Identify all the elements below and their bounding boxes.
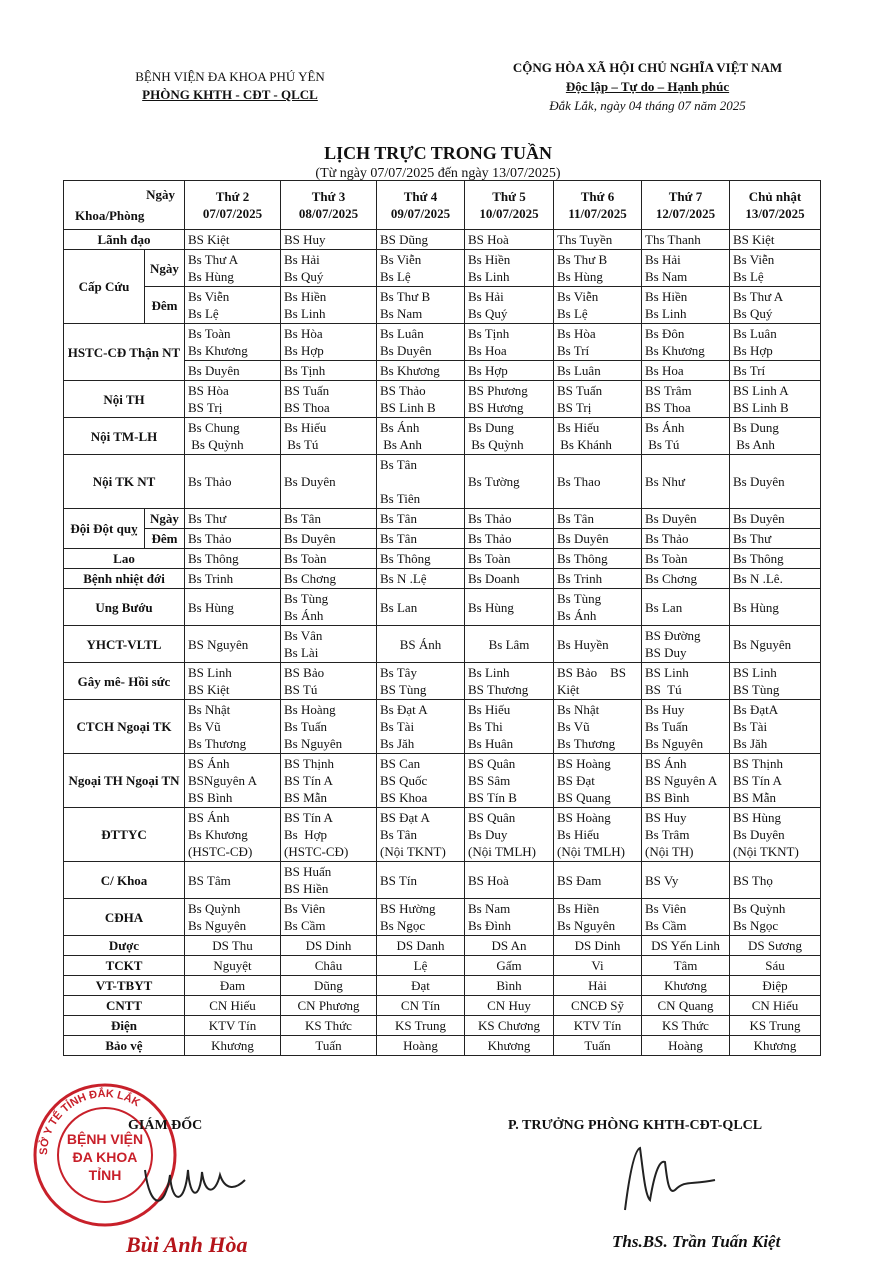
duty-cell: BS Linh BS Kiệt <box>185 663 281 700</box>
document-date: Đắk Lắk, ngày 04 tháng 07 năm 2025 <box>549 98 746 113</box>
duty-cell: Bs Quỳnh Bs Nguyên <box>185 899 281 936</box>
unit-name-cell: TCKT <box>64 956 185 976</box>
unit-name-cell: YHCT-VLTL <box>64 626 185 663</box>
duty-cell: BS Ánh BS Nguyên A BS Bình <box>642 754 730 808</box>
duty-cell: Lệ <box>377 956 465 976</box>
duty-cell: DS Yến Linh <box>642 936 730 956</box>
seal-ring-text: SỞ Y TẾ TỈNH ĐẮK LẮK <box>37 1087 142 1156</box>
day-date: 13/07/2025 <box>745 206 805 221</box>
deputy-head-name: Ths.BS. Trần Tuấn Kiệt <box>612 1232 781 1251</box>
duty-cell: BS Thịnh BS Tín A BS Mẫn <box>281 754 377 808</box>
duty-cell: CN Hiếu <box>185 996 281 1016</box>
duty-cell: KS Trung <box>730 1016 821 1036</box>
duty-cell: Bs Duyên <box>281 529 377 549</box>
unit-name-cell: Lao <box>64 549 185 569</box>
duty-cell: Bs Thảo <box>185 455 281 509</box>
duty-cell: Bs Hợp <box>465 361 554 381</box>
unit-name-cell: Bệnh nhiệt đới <box>64 569 185 589</box>
duty-cell: Bs Lan <box>642 589 730 626</box>
duty-cell: BS Ánh Bs Khương (HSTC-CĐ) <box>185 808 281 862</box>
duty-cell: Bs Thư A Bs Hùng <box>185 250 281 287</box>
day-header-6 <box>642 181 730 230</box>
duty-cell: Bs Hòa Bs Trí <box>554 324 642 361</box>
duty-cell: KS Chương <box>465 1016 554 1036</box>
duty-cell: Đam <box>185 976 281 996</box>
seal-line-2: ĐA KHOA <box>72 1149 138 1165</box>
duty-cell: Bs Thư B Bs Hùng <box>554 250 642 287</box>
duty-cell: Bs Tịnh <box>281 361 377 381</box>
unit-name-cell: Nội TM-LH <box>64 418 185 455</box>
day-column-label: Ngày <box>146 187 175 202</box>
duty-cell: CN Quang <box>642 996 730 1016</box>
duty-cell: Bs Thông <box>554 549 642 569</box>
day-date: 08/07/2025 <box>298 206 359 221</box>
unit-name-cell: CĐHA <box>64 899 185 936</box>
duty-cell: KTV Tín <box>554 1016 642 1036</box>
duty-cell: Hoàng <box>642 1036 730 1056</box>
table-row <box>64 418 821 455</box>
duty-cell: Bs N .Lê. <box>730 569 821 589</box>
duty-cell: Bs Nam Bs Đình <box>465 899 554 936</box>
table-row <box>64 976 821 996</box>
duty-cell: BS Hoàng BS Đạt BS Quang <box>554 754 642 808</box>
day-name: Thứ 4 <box>403 189 438 204</box>
duty-cell: Bs Thảo <box>465 529 554 549</box>
duty-cell: Bs Dung Bs Anh <box>730 418 821 455</box>
duty-cell: BS Dũng <box>377 230 465 250</box>
duty-cell: Bs Duyên <box>281 455 377 509</box>
shift-cell: Ngày <box>145 509 185 529</box>
duty-cell: Bs Duyên <box>730 509 821 529</box>
duty-cell: BS Phương BS Hương <box>465 381 554 418</box>
duty-cell: KS Trung <box>377 1016 465 1036</box>
day-name: Thứ 3 <box>311 189 346 204</box>
duty-cell: Bs Thư A Bs Quý <box>730 287 821 324</box>
duty-cell: CN Huy <box>465 996 554 1016</box>
duty-cell: Bs Khương <box>377 361 465 381</box>
duty-cell: Bs Viễn Bs Lệ <box>377 250 465 287</box>
day-name: Thứ 5 <box>492 189 526 204</box>
unit-name-cell: Cấp Cứu <box>64 250 145 324</box>
shift-cell: Đêm <box>145 529 185 549</box>
duty-cell: DS Thu <box>185 936 281 956</box>
unit-name-cell: ĐTTYC <box>64 808 185 862</box>
duty-cell: Bs Hùng <box>185 589 281 626</box>
duty-cell: Bs Vân Bs Lài <box>281 626 377 663</box>
duty-cell: Bs Viên Bs Cầm <box>281 899 377 936</box>
duty-cell: Bs Thư <box>185 509 281 529</box>
duty-cell: Bs Thảo <box>465 509 554 529</box>
duty-cell: Bs Hải Bs Quý <box>465 287 554 324</box>
duty-cell: Bs Thông <box>377 549 465 569</box>
duty-cell: BS Linh BS Tùng <box>730 663 821 700</box>
duty-cell: Bs Tân <box>281 509 377 529</box>
duty-cell: Bs ĐạtA Bs Tài Bs Jăh <box>730 700 821 754</box>
duty-cell: Bs Duyên <box>642 509 730 529</box>
day-date: 11/07/2025 <box>568 206 627 221</box>
duty-cell: DS Sương <box>730 936 821 956</box>
duty-cell: Bs Lâm <box>465 626 554 663</box>
duty-cell: Bs Quỳnh Bs Ngọc <box>730 899 821 936</box>
duty-cell: Bs Dung Bs Quỳnh <box>465 418 554 455</box>
duty-cell: BS Huy <box>281 230 377 250</box>
deputy-head-signature <box>615 1140 725 1220</box>
duty-cell: Bs Toàn <box>281 549 377 569</box>
duty-cell: BS Thảo BS Linh B <box>377 381 465 418</box>
duty-cell: Bs Trí <box>730 361 821 381</box>
duty-cell: Bs Toàn <box>465 549 554 569</box>
duty-cell: Bs Nhật Bs Vũ Bs Thương <box>554 700 642 754</box>
duty-cell: Bs Luân <box>554 361 642 381</box>
duty-cell: CN Hiếu <box>730 996 821 1016</box>
duty-cell: Ths Tuyền <box>554 230 642 250</box>
duty-cell: BS Hoà <box>465 862 554 899</box>
shift-cell: Ngày <box>145 250 185 287</box>
duty-cell: Bs Chơng <box>642 569 730 589</box>
table-header-row <box>64 181 821 230</box>
unit-name-cell: Điện <box>64 1016 185 1036</box>
unit-name-cell: Lãnh đạo <box>64 230 185 250</box>
table-row <box>64 529 821 549</box>
day-header-3 <box>377 181 465 230</box>
duty-cell: Gấm <box>465 956 554 976</box>
duty-cell: Bs Trinh <box>554 569 642 589</box>
duty-cell: BS Hoà <box>465 230 554 250</box>
duty-cell: BS Tín <box>377 862 465 899</box>
duty-cell: Bs Tùng Bs Ánh <box>554 589 642 626</box>
duty-cell: Khương <box>465 1036 554 1056</box>
duty-cell: Hoàng <box>377 1036 465 1056</box>
duty-cell: BS Tâm <box>185 862 281 899</box>
duty-cell: Sáu <box>730 956 821 976</box>
duty-cell: Bs Hùng <box>730 589 821 626</box>
duty-cell: Bs Thảo <box>642 529 730 549</box>
table-row <box>64 455 821 509</box>
seal-line-1: BỆNH VIỆN <box>66 1131 144 1147</box>
table-row <box>64 754 821 808</box>
document-subtitle: (Từ ngày 07/07/2025 đến ngày 13/07/2025) <box>315 166 561 181</box>
duty-cell: BS Vy <box>642 862 730 899</box>
table-row <box>64 808 821 862</box>
table-row <box>64 626 821 663</box>
duty-cell: BS Đạt A Bs Tân (Nội TKNT) <box>377 808 465 862</box>
table-row <box>64 509 821 529</box>
day-date: 07/07/2025 <box>202 206 263 221</box>
duty-cell: Bs Hiếu Bs Khánh <box>554 418 642 455</box>
duty-cell: DS Dinh <box>281 936 377 956</box>
duty-cell: BS Quân Bs Duy (Nội TMLH) <box>465 808 554 862</box>
duty-cell: Đạt <box>377 976 465 996</box>
unit-name-cell: CTCH Ngoại TK <box>64 700 185 754</box>
duty-cell: BS Tuấn BS Trị <box>554 381 642 418</box>
table-row <box>64 549 821 569</box>
duty-cell: Bs Huyền <box>554 626 642 663</box>
unit-name-cell: Đội Đột quỵ <box>64 509 145 549</box>
duty-cell: BS Quân BS Sâm BS Tín B <box>465 754 554 808</box>
duty-cell: Bs Viên Bs Cầm <box>642 899 730 936</box>
duty-cell: Bs Đôn Bs Khương <box>642 324 730 361</box>
duty-cell: Bs Thông <box>185 549 281 569</box>
hospital-name: BỆNH VIỆN ĐA KHOA PHÚ YÊN <box>135 69 325 84</box>
duty-cell: Bs Hiếu Bs Tú <box>281 418 377 455</box>
duty-cell: BS Kiệt <box>185 230 281 250</box>
table-row <box>64 287 821 324</box>
duty-cell: BS Hùng Bs Duyên (Nội TKNT) <box>730 808 821 862</box>
header-right <box>480 58 815 115</box>
day-name: Thứ 7 <box>668 189 703 204</box>
duty-cell: Nguyệt <box>185 956 281 976</box>
duty-cell: Bs Lan <box>377 589 465 626</box>
duty-cell: Bs Tân Bs Tiên <box>377 455 465 509</box>
day-header-7 <box>730 181 821 230</box>
unit-name-cell: VT-TBYT <box>64 976 185 996</box>
duty-cell: Bs Hiền Bs Nguyên <box>554 899 642 936</box>
department-name: PHÒNG KHTH - CĐT - QLCL <box>142 87 318 102</box>
unit-column-label: Khoa/Phòng <box>75 208 145 223</box>
duty-cell: BS Linh BS Tú <box>642 663 730 700</box>
duty-cell: Tuấn <box>281 1036 377 1056</box>
duty-cell: Bs Huy Bs Tuấn Bs Nguyên <box>642 700 730 754</box>
duty-cell: Bs Hiền Bs Linh <box>642 287 730 324</box>
unit-name-cell: CNTT <box>64 996 185 1016</box>
duty-cell: Bs Thông <box>730 549 821 569</box>
duty-cell: Bs Duyên <box>730 455 821 509</box>
duty-cell: BS Linh A BS Linh B <box>730 381 821 418</box>
duty-cell: Bs Chơng <box>281 569 377 589</box>
duty-cell: Bs Hải Bs Quý <box>281 250 377 287</box>
duty-schedule-table <box>63 180 821 1056</box>
duty-cell: DS Danh <box>377 936 465 956</box>
duty-cell: CN Tín <box>377 996 465 1016</box>
day-date: 09/07/2025 <box>390 206 451 221</box>
duty-cell: Bs Toàn Bs Khương <box>185 324 281 361</box>
duty-cell: Điệp <box>730 976 821 996</box>
duty-cell: BS Hoàng Bs Hiếu (Nội TMLH) <box>554 808 642 862</box>
duty-cell: KS Thức <box>642 1016 730 1036</box>
table-row <box>64 381 821 418</box>
duty-cell: BS Thọ <box>730 862 821 899</box>
duty-cell: Châu <box>281 956 377 976</box>
table-row <box>64 569 821 589</box>
duty-cell: BS Hường Bs Ngọc <box>377 899 465 936</box>
table-row <box>64 250 821 287</box>
national-motto: Độc lập – Tự do – Hạnh phúc <box>565 79 730 94</box>
duty-cell: Bs Hoàng Bs Tuấn Bs Nguyên <box>281 700 377 754</box>
duty-cell: Bs Đạt A Bs Tài Bs Jăh <box>377 700 465 754</box>
duty-cell: Khương <box>730 1036 821 1056</box>
duty-cell: Bs Doanh <box>465 569 554 589</box>
duty-cell: CNCĐ Sỹ <box>554 996 642 1016</box>
duty-cell: Bs Luân Bs Duyên <box>377 324 465 361</box>
header-left <box>95 68 365 104</box>
duty-cell: BS Huấn BS Hiền <box>281 862 377 899</box>
day-date: 10/07/2025 <box>479 206 539 221</box>
table-row <box>64 1036 821 1056</box>
table-row <box>64 1016 821 1036</box>
director-title: GIÁM ĐỐC <box>128 1118 203 1133</box>
duty-cell: Bs Tịnh Bs Hoa <box>465 324 554 361</box>
unit-name-cell: Nội TK NT <box>64 455 185 509</box>
duty-cell: BS Tuấn BS Thoa <box>281 381 377 418</box>
duty-cell: Bs Luân Bs Hợp <box>730 324 821 361</box>
duty-cell: Bs Hòa Bs Hợp <box>281 324 377 361</box>
duty-cell: Bs N .Lệ <box>377 569 465 589</box>
duty-cell: Vi <box>554 956 642 976</box>
duty-cell: Bs Hiếu Bs Thi Bs Huân <box>465 700 554 754</box>
day-header-1 <box>185 181 281 230</box>
duty-cell: DS Dinh <box>554 936 642 956</box>
day-header-2 <box>281 181 377 230</box>
day-date: 12/07/2025 <box>655 206 716 221</box>
duty-cell: BS Trâm BS Thoa <box>642 381 730 418</box>
duty-cell: BS Nguyên <box>185 626 281 663</box>
duty-cell: BS Can BS Quốc BS Khoa <box>377 754 465 808</box>
duty-cell: DS An <box>465 936 554 956</box>
table-row <box>64 996 821 1016</box>
unit-name-cell: Gây mê- Hồi sức <box>64 663 185 700</box>
duty-cell: Bs Ánh Bs Tú <box>642 418 730 455</box>
duty-cell: BS Bảo BS Tú <box>281 663 377 700</box>
document-title: LỊCH TRỰC TRONG TUẦN <box>324 143 552 163</box>
duty-cell: Bs Hùng <box>465 589 554 626</box>
duty-cell: BS Đường BS Duy <box>642 626 730 663</box>
table-row <box>64 663 821 700</box>
duty-cell: CN Phương <box>281 996 377 1016</box>
duty-cell: Bs Viễn Bs Lệ <box>185 287 281 324</box>
table-row <box>64 700 821 754</box>
nation-name: CỘNG HÒA XÃ HỘI CHỦ NGHĨA VIỆT NAM <box>512 60 783 75</box>
duty-cell: Bs Tường <box>465 455 554 509</box>
duty-cell: Bs Hải Bs Nam <box>642 250 730 287</box>
unit-name-cell: Bảo vệ <box>64 1036 185 1056</box>
table-row <box>64 956 821 976</box>
duty-cell: Bs Tân <box>377 509 465 529</box>
duty-cell: Bình <box>465 976 554 996</box>
duty-cell: Bs Toàn <box>642 549 730 569</box>
duty-cell: Bs Thư B Bs Nam <box>377 287 465 324</box>
day-name: Thứ 2 <box>215 189 250 204</box>
duty-cell: BS Tín A Bs Hợp (HSTC-CĐ) <box>281 808 377 862</box>
duty-cell: BS Huy Bs Trâm (Nội TH) <box>642 808 730 862</box>
shift-cell: Đêm <box>145 287 185 324</box>
director-signature <box>140 1150 250 1220</box>
duty-cell: BS Đam <box>554 862 642 899</box>
duty-cell: KTV Tín <box>185 1016 281 1036</box>
seal-line-3: TỈNH <box>88 1167 122 1183</box>
duty-cell: Bs Tùng Bs Ánh <box>281 589 377 626</box>
corner-header-cell <box>64 181 185 230</box>
duty-cell: Bs Hiền Bs Linh <box>465 250 554 287</box>
day-header-5 <box>554 181 642 230</box>
duty-cell: BS Hòa BS Trị <box>185 381 281 418</box>
duty-cell: Dũng <box>281 976 377 996</box>
duty-cell: Bs Nhật Bs Vũ Bs Thương <box>185 700 281 754</box>
deputy-head-title: P. TRƯỞNG PHÒNG KHTH-CĐT-QLCL <box>508 1118 763 1133</box>
duty-cell: Bs Hiền Bs Linh <box>281 287 377 324</box>
duty-cell: Bs Viễn Bs Lệ <box>554 287 642 324</box>
duty-cell: Bs Tân <box>554 509 642 529</box>
duty-cell: BS Kiệt <box>730 230 821 250</box>
duty-cell: Bs Như <box>642 455 730 509</box>
duty-cell: Bs Tây BS Tùng <box>377 663 465 700</box>
table-row <box>64 589 821 626</box>
table-row <box>64 862 821 899</box>
duty-cell: Bs Linh BS Thương <box>465 663 554 700</box>
duty-cell: Bs Thảo <box>185 529 281 549</box>
duty-cell: BS Ánh <box>377 626 465 663</box>
unit-name-cell: Ung Bướu <box>64 589 185 626</box>
duty-cell: BS Ánh BSNguyên A BS Bình <box>185 754 281 808</box>
unit-name-cell: Ngoại TH Ngoại TN <box>64 754 185 808</box>
duty-cell: Bs Viễn Bs Lệ <box>730 250 821 287</box>
day-name: Chủ nhật <box>748 189 802 204</box>
duty-cell: Bs Ánh Bs Anh <box>377 418 465 455</box>
table-row <box>64 324 821 361</box>
duty-cell: Bs Duyên <box>554 529 642 549</box>
duty-cell: Bs Nguyên <box>730 626 821 663</box>
day-header-4 <box>465 181 554 230</box>
duty-cell: Bs Hoa <box>642 361 730 381</box>
duty-cell: Khương <box>185 1036 281 1056</box>
duty-cell: Bs Trinh <box>185 569 281 589</box>
unit-name-cell: HSTC-CĐ Thận NT <box>64 324 185 381</box>
duty-cell: BS Bảo BS Kiệt <box>554 663 642 700</box>
duty-cell: KS Thức <box>281 1016 377 1036</box>
unit-name-cell: C/ Khoa <box>64 862 185 899</box>
table-row <box>64 230 821 250</box>
duty-cell: Bs Chung Bs Quỳnh <box>185 418 281 455</box>
director-name: Bùi Anh Hòa <box>126 1232 248 1257</box>
duty-cell: Tuấn <box>554 1036 642 1056</box>
duty-cell: Hải <box>554 976 642 996</box>
duty-cell: Ths Thanh <box>642 230 730 250</box>
duty-cell: Bs Thao <box>554 455 642 509</box>
table-row <box>64 899 821 936</box>
duty-cell: Bs Duyên <box>185 361 281 381</box>
duty-cell: Bs Thư <box>730 529 821 549</box>
duty-cell: Bs Tân <box>377 529 465 549</box>
table-row <box>64 936 821 956</box>
duty-cell: Tâm <box>642 956 730 976</box>
unit-name-cell: Nội TH <box>64 381 185 418</box>
duty-cell: Khương <box>642 976 730 996</box>
unit-name-cell: Dược <box>64 936 185 956</box>
day-name: Thứ 6 <box>580 189 615 204</box>
duty-cell: BS Thịnh BS Tín A BS Mẫn <box>730 754 821 808</box>
